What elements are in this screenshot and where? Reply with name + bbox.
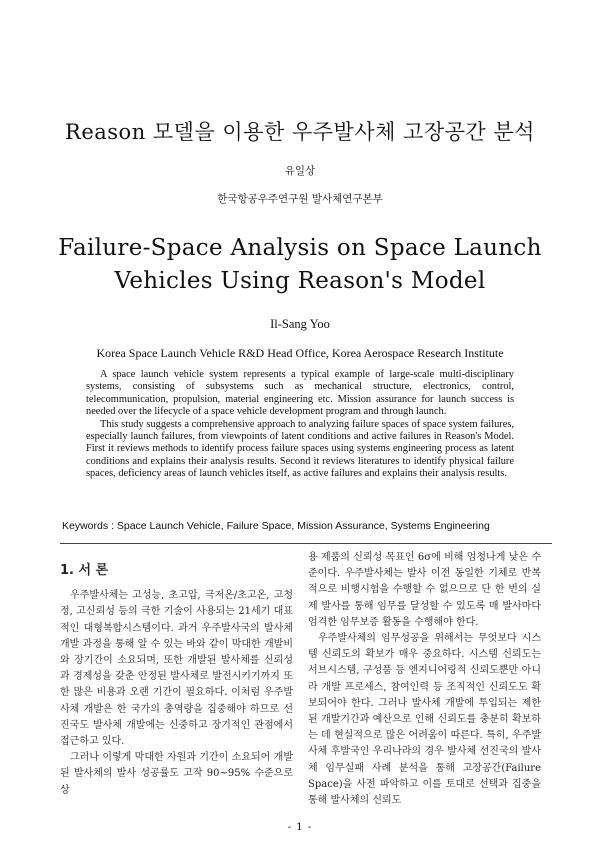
korean-title: Reason 모델을 이용한 우주발사체 고장공간 분석 [65, 120, 535, 144]
abstract-paragraph: A space launch vehicle system represents a typical example of large-scale multi-disciplinary systems, consisting of subsystems such as mechanical structure, electronics, control, telecommunication, propulsion, material engineering etc. Mission assurance for launch success is needed over the lifecycle of a space vehicle development program and through launch. [86, 369, 514, 418]
english-author: Il-Sang Yoo [270, 317, 330, 331]
body-paragraph: 그러나 이렇게 막대한 자원과 기간이 소요되어 개발된 발사체의 발사 성공률도 고작 90~95% 수준으로 상 [60, 752, 293, 796]
section-heading: 1. 서 론 [60, 563, 109, 578]
abstract [86, 369, 514, 481]
korean-affiliation: 한국항공우주연구원 발사체연구본부 [217, 193, 383, 205]
keywords-line [62, 520, 552, 532]
section-divider [60, 543, 552, 544]
keywords-text: Space Launch Vehicle, Failure Space, Mission Assurance, Systems Engineering [116, 520, 490, 532]
page-number: - 1 - [287, 822, 313, 833]
korean-author: 유일상 [284, 165, 316, 177]
english-title-line-1: Failure-Space Analysis on Space Launch [58, 235, 542, 261]
body-paragraph: 우주발사체의 임무성공을 위해서는 무엇보다 시스템 신뢰도의 확보가 매우 중요하다. 시스템 신뢰도는 서브시스템, 구성품 등 엔지니어링적 신뢰도뿐만 아니라 개발 프로세스, 참여인력 등 조직적인 신뢰도도 확보되어야 한다. 그러나 발사체 개발에 투입되는 제한된 개발기간과 예산으로 인해 신뢰도를 충분히 확보하는 데 현실적으로 많은 어려움이 따른다. 특히, 우주발사체 후발국인 우리나라의 경우 발사체 선진국의 발사체 임무실패 사례 분석을 통해 고장공간(Failure Space)을 사전 파악하고 이를 토대로 선택과 집중을 통해 발사체의 신뢰도 [308, 633, 541, 807]
body-paragraph: 우주발사체는 고성능, 초고압, 극저온/초고온, 고청정, 고신뢰성 등의 극한 기술이 사용되는 21세기 대표적인 대형복합시스템이다. 과거 우주발사국의 발사체 개발 과정을 통해 알 수 있는 바와 같이 막대한 개발비와 장기간이 소요되며, 또한 개발된 발사체를 신뢰성과 경제성을 갖춘 안정된 발사체로 발전시키기까지 또한 많은 비용과 오랜 기간이 필요하다. 이처럼 우주발사체 개발은 한 국가의 총역량을 집중해야 하므로 선진국도 발사체 개발에는 신중하고 장기적인 관점에서 접근하고 있다. [60, 590, 293, 748]
body-column-left [60, 557, 293, 799]
keywords-label: Keywords : [62, 520, 117, 532]
body-paragraph: 용 제품의 신뢰성 목표인 6σ에 비해 엄청나게 낮은 수준이다. 우주발사체는 발사 이전 동일한 기체로 반복적으로 비행시험을 수행할 수 없으므로 단 한 번의 실제 발사를 통해 임무를 달성할 수 있도록 매 발사마다 엄격한 임무보증 활동을 수행해야 한다. [308, 552, 541, 628]
english-affiliation: Korea Space Launch Vehicle R&D Head Office, Korea Aerospace Research Institute [96, 346, 504, 360]
body-column-right [308, 550, 541, 809]
abstract-paragraph: This study suggests a comprehensive approach to analyzing failure spaces of space system failures, especially launch failures, from viewpoints of latent conditions and active failures in Reason's Model. First it reviews methods to identify process failure spaces using systems engineering process as latent conditions and explains their analysis results. Second it reviews literatures to identify physical failure spaces, deficiency areas of launch vehicles itself, as active failures and explains their analysis results. [86, 418, 514, 480]
english-title-line-2: Vehicles Using Reason's Model [114, 268, 486, 294]
english-title [0, 232, 600, 298]
